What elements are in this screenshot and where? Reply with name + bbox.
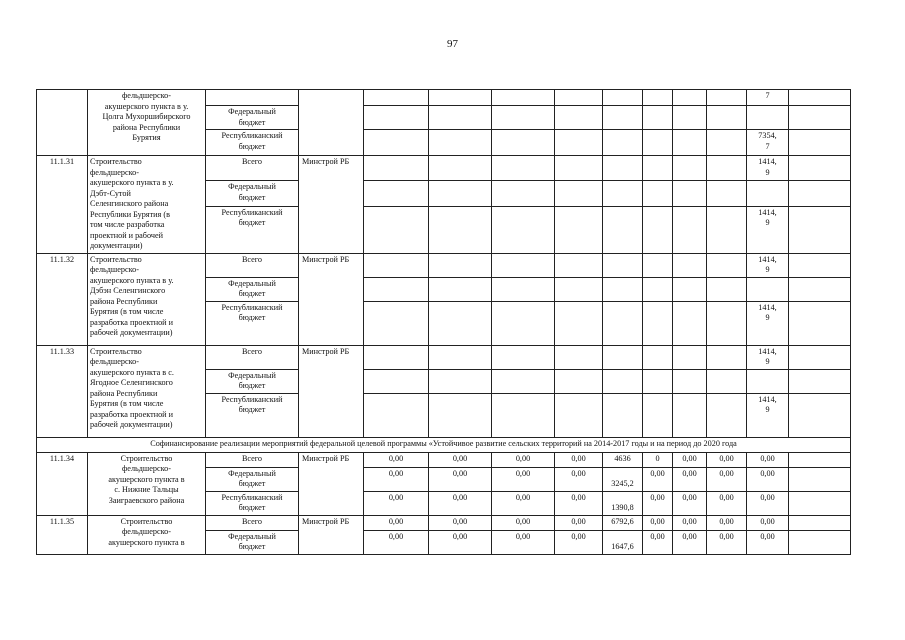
value-cell xyxy=(364,106,429,130)
funding-source-cell: Республиканский бюджет xyxy=(206,206,299,253)
value-cell: 7354, 7 xyxy=(747,130,789,156)
value-cell xyxy=(429,156,492,181)
value-cell xyxy=(673,393,707,437)
value-cell: 7 xyxy=(747,90,789,106)
value-cell xyxy=(555,369,603,393)
table-row xyxy=(37,452,851,467)
funding-source-cell: Федеральный бюджет xyxy=(206,369,299,393)
value-cell xyxy=(429,369,492,393)
value-cell: 0,00 xyxy=(364,515,429,530)
table-row xyxy=(37,90,851,106)
value-cell xyxy=(789,156,851,181)
value-cell xyxy=(364,393,429,437)
measure-name-cell: Строительство фельдшерско- акушерского пункта в xyxy=(88,515,206,554)
value-cell xyxy=(643,393,673,437)
value-cell xyxy=(707,130,747,156)
value-cell: 0,00 xyxy=(555,530,603,554)
value-cell xyxy=(707,393,747,437)
value-cell: 0,00 xyxy=(492,515,555,530)
value-cell xyxy=(555,393,603,437)
value-cell: 0,00 xyxy=(643,491,673,515)
value-cell: 0,00 xyxy=(747,515,789,530)
executor-cell: Минстрой РБ xyxy=(299,253,364,345)
table-row xyxy=(37,515,851,530)
table-row xyxy=(37,253,851,277)
value-cell: 0,00 xyxy=(364,491,429,515)
value-cell xyxy=(673,253,707,277)
value-cell: 0,00 xyxy=(364,467,429,491)
funding-source-cell: Всего xyxy=(206,156,299,181)
row-number-cell: 11.1.31 xyxy=(37,156,88,254)
value-cell xyxy=(789,106,851,130)
value-cell xyxy=(555,181,603,206)
value-cell xyxy=(429,106,492,130)
value-cell xyxy=(747,369,789,393)
funding-source-cell xyxy=(206,90,299,106)
value-cell xyxy=(603,130,643,156)
row-number-cell: 11.1.33 xyxy=(37,345,88,437)
row-number-cell: 11.1.32 xyxy=(37,253,88,345)
funding-source-cell: Всего xyxy=(206,515,299,530)
value-cell xyxy=(429,301,492,345)
value-cell xyxy=(673,181,707,206)
value-cell xyxy=(789,130,851,156)
value-cell xyxy=(673,277,707,301)
value-cell: 0,00 xyxy=(429,530,492,554)
value-cell xyxy=(707,106,747,130)
value-cell xyxy=(643,277,673,301)
value-cell xyxy=(429,130,492,156)
value-cell xyxy=(789,90,851,106)
value-cell: 0,00 xyxy=(673,530,707,554)
value-cell: 1414, 9 xyxy=(747,253,789,277)
value-cell xyxy=(643,253,673,277)
value-cell: 1647,6 xyxy=(603,530,643,554)
value-cell xyxy=(603,181,643,206)
funding-source-cell: Всего xyxy=(206,452,299,467)
table-row xyxy=(37,156,851,181)
value-cell: 1390,8 xyxy=(603,491,643,515)
value-cell xyxy=(789,181,851,206)
value-cell: 0,00 xyxy=(555,515,603,530)
value-cell xyxy=(707,181,747,206)
value-cell xyxy=(643,106,673,130)
value-cell xyxy=(707,206,747,253)
value-cell: 6792,6 xyxy=(603,515,643,530)
value-cell xyxy=(789,206,851,253)
funding-source-cell: Республиканский бюджет xyxy=(206,393,299,437)
value-cell: 0,00 xyxy=(429,515,492,530)
value-cell: 0,00 xyxy=(747,491,789,515)
value-cell xyxy=(603,393,643,437)
value-cell xyxy=(555,253,603,277)
value-cell: 0,00 xyxy=(643,530,673,554)
value-cell xyxy=(555,106,603,130)
value-cell xyxy=(707,90,747,106)
value-cell xyxy=(492,130,555,156)
value-cell xyxy=(643,345,673,369)
funding-source-cell: Всего xyxy=(206,253,299,277)
value-cell xyxy=(747,181,789,206)
value-cell: 0,00 xyxy=(429,467,492,491)
value-cell: 1414, 9 xyxy=(747,206,789,253)
value-cell xyxy=(789,301,851,345)
value-cell xyxy=(429,277,492,301)
value-cell xyxy=(789,452,851,467)
value-cell: 0,00 xyxy=(747,530,789,554)
value-cell xyxy=(643,301,673,345)
value-cell xyxy=(789,515,851,530)
value-cell: 0,00 xyxy=(673,491,707,515)
value-cell xyxy=(603,90,643,106)
funding-source-cell: Республиканский бюджет xyxy=(206,301,299,345)
value-cell xyxy=(747,277,789,301)
value-cell xyxy=(789,491,851,515)
value-cell xyxy=(643,130,673,156)
executor-cell: Минстрой РБ xyxy=(299,156,364,254)
value-cell xyxy=(429,345,492,369)
value-cell xyxy=(603,253,643,277)
funding-source-cell: Федеральный бюджет xyxy=(206,277,299,301)
value-cell xyxy=(643,369,673,393)
value-cell xyxy=(364,90,429,106)
value-cell xyxy=(789,393,851,437)
value-cell: 0,00 xyxy=(707,452,747,467)
funding-source-cell: Федеральный бюджет xyxy=(206,530,299,554)
value-cell xyxy=(364,181,429,206)
table-row xyxy=(37,345,851,369)
measure-name-cell: Строительство фельдшерско- акушерского пункта в у. Дэбэн Селенгинского района Республики Бурятия (в том числе разработка проектной и рабочей документации) xyxy=(88,253,206,345)
executor-cell: Минстрой РБ xyxy=(299,345,364,437)
value-cell xyxy=(673,130,707,156)
value-cell xyxy=(643,206,673,253)
value-cell: 0,00 xyxy=(492,530,555,554)
row-number-cell: 11.1.34 xyxy=(37,452,88,515)
value-cell: 0 xyxy=(643,452,673,467)
value-cell xyxy=(707,277,747,301)
value-cell xyxy=(492,156,555,181)
value-cell: 0,00 xyxy=(643,515,673,530)
value-cell xyxy=(429,206,492,253)
value-cell: 1414, 9 xyxy=(747,345,789,369)
value-cell xyxy=(603,369,643,393)
row-number-cell xyxy=(37,90,88,156)
funding-source-cell: Республиканский бюджет xyxy=(206,491,299,515)
value-cell xyxy=(364,345,429,369)
value-cell xyxy=(789,530,851,554)
value-cell xyxy=(429,90,492,106)
value-cell: 0,00 xyxy=(707,491,747,515)
executor-cell: Минстрой РБ xyxy=(299,452,364,515)
value-cell xyxy=(707,369,747,393)
measure-name-cell: Строительство фельдшерско- акушерского пункта в у. Дэбт-Сутой Селенгинского района Республики Бурятия (в том числе разработка проектной и рабочей документации) xyxy=(88,156,206,254)
value-cell xyxy=(643,90,673,106)
value-cell: 0,00 xyxy=(364,530,429,554)
value-cell xyxy=(673,106,707,130)
value-cell: 0,00 xyxy=(429,452,492,467)
value-cell xyxy=(707,156,747,181)
value-cell xyxy=(603,206,643,253)
value-cell xyxy=(673,90,707,106)
value-cell xyxy=(492,345,555,369)
value-cell xyxy=(492,393,555,437)
value-cell xyxy=(673,301,707,345)
value-cell xyxy=(555,206,603,253)
value-cell: 0,00 xyxy=(555,491,603,515)
section-title: Софинансирование реализации мероприятий федеральной целевой программы «Устойчивое развитие сельских территорий на 2014-2017 годы и на период до 2020 года xyxy=(37,437,851,452)
value-cell xyxy=(364,130,429,156)
value-cell xyxy=(364,277,429,301)
value-cell xyxy=(492,369,555,393)
row-number-cell: 11.1.35 xyxy=(37,515,88,554)
value-cell: 0,00 xyxy=(492,452,555,467)
value-cell: 0,00 xyxy=(673,515,707,530)
value-cell xyxy=(492,181,555,206)
value-cell: 0,00 xyxy=(747,452,789,467)
value-cell xyxy=(747,106,789,130)
value-cell xyxy=(492,90,555,106)
value-cell: 0,00 xyxy=(673,467,707,491)
value-cell xyxy=(492,301,555,345)
section-row xyxy=(37,437,851,452)
value-cell xyxy=(555,277,603,301)
value-cell xyxy=(555,130,603,156)
value-cell xyxy=(364,301,429,345)
value-cell xyxy=(429,393,492,437)
value-cell xyxy=(364,369,429,393)
measure-name-cell: Строительство фельдшерско- акушерского пункта в с. Ягодное Селенгинского района Республики Бурятия (в том числе разработка проектной и рабочей документации) xyxy=(88,345,206,437)
value-cell: 0,00 xyxy=(643,467,673,491)
value-cell xyxy=(429,253,492,277)
budget-table xyxy=(36,89,851,555)
value-cell xyxy=(603,301,643,345)
value-cell: 0,00 xyxy=(747,467,789,491)
value-cell: 1414, 9 xyxy=(747,156,789,181)
value-cell xyxy=(603,156,643,181)
value-cell: 0,00 xyxy=(707,515,747,530)
value-cell xyxy=(707,345,747,369)
funding-source-cell: Федеральный бюджет xyxy=(206,467,299,491)
value-cell: 0,00 xyxy=(555,467,603,491)
measure-name-cell: фельдшерско- акушерского пункта в у. Цолга Мухоршибирского района Республики Бурятия xyxy=(88,90,206,156)
value-cell xyxy=(789,345,851,369)
value-cell xyxy=(673,345,707,369)
value-cell xyxy=(364,253,429,277)
page-number: 97 xyxy=(447,38,458,50)
value-cell xyxy=(555,90,603,106)
value-cell xyxy=(603,345,643,369)
value-cell xyxy=(789,277,851,301)
value-cell xyxy=(673,369,707,393)
value-cell: 0,00 xyxy=(673,452,707,467)
value-cell: 0,00 xyxy=(429,491,492,515)
value-cell: 0,00 xyxy=(364,452,429,467)
value-cell: 3245,2 xyxy=(603,467,643,491)
executor-cell: Минстрой РБ xyxy=(299,515,364,554)
value-cell xyxy=(789,467,851,491)
executor-cell xyxy=(299,90,364,156)
value-cell xyxy=(789,253,851,277)
value-cell xyxy=(555,156,603,181)
value-cell xyxy=(603,106,643,130)
value-cell: 4636 xyxy=(603,452,643,467)
funding-source-cell: Федеральный бюджет xyxy=(206,181,299,206)
value-cell xyxy=(364,156,429,181)
value-cell xyxy=(789,369,851,393)
funding-source-cell: Республиканский бюджет xyxy=(206,130,299,156)
value-cell xyxy=(707,253,747,277)
value-cell xyxy=(643,156,673,181)
value-cell: 0,00 xyxy=(707,467,747,491)
value-cell xyxy=(364,206,429,253)
value-cell xyxy=(707,301,747,345)
value-cell: 0,00 xyxy=(707,530,747,554)
value-cell xyxy=(492,206,555,253)
value-cell xyxy=(673,206,707,253)
value-cell xyxy=(492,106,555,130)
measure-name-cell: Строительство фельдшерско- акушерского пункта в с. Нижние Тальцы Заиграевского района xyxy=(88,452,206,515)
value-cell: 0,00 xyxy=(492,491,555,515)
value-cell: 1414, 9 xyxy=(747,301,789,345)
value-cell: 0,00 xyxy=(555,452,603,467)
funding-source-cell: Федеральный бюджет xyxy=(206,106,299,130)
funding-source-cell: Всего xyxy=(206,345,299,369)
value-cell xyxy=(555,301,603,345)
value-cell xyxy=(492,277,555,301)
value-cell xyxy=(643,181,673,206)
value-cell xyxy=(555,345,603,369)
value-cell xyxy=(603,277,643,301)
value-cell: 0,00 xyxy=(492,467,555,491)
value-cell: 1414, 9 xyxy=(747,393,789,437)
value-cell xyxy=(673,156,707,181)
value-cell xyxy=(492,253,555,277)
value-cell xyxy=(429,181,492,206)
